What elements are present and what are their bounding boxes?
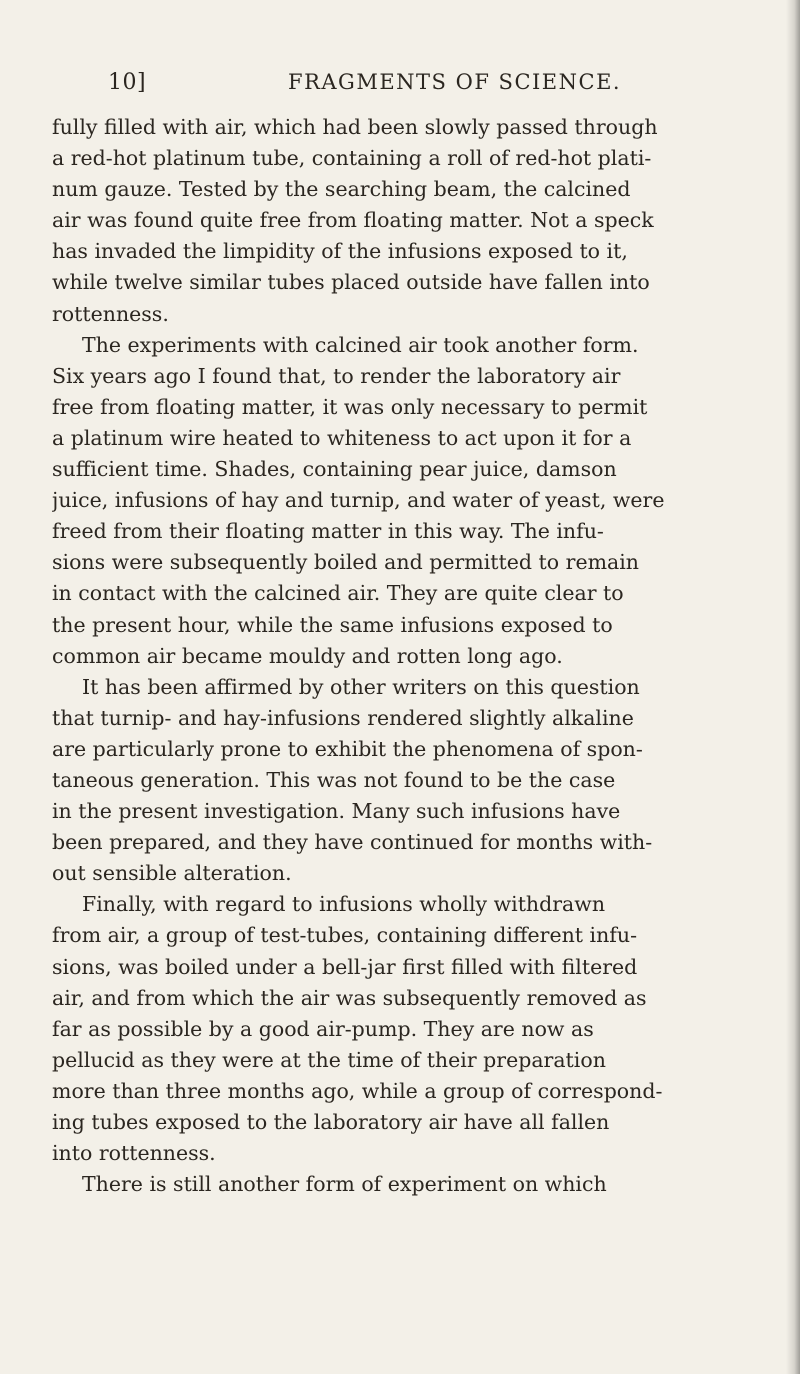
text-line: air, and from which the air was subsequently removed as	[52, 985, 647, 1010]
page-header	[108, 70, 748, 104]
text-line: common air became mouldy and rotten long ago.	[52, 643, 563, 668]
text-line: from air, a group of test-tubes, containing different infu-	[52, 923, 638, 948]
paragraph-start-line: It has been affirmed by other writers on this question	[82, 674, 640, 699]
text-line: sufficient time. Shades, containing pear juice, damson	[52, 457, 617, 482]
text-line: Six years ago I found that, to render the laboratory air	[52, 363, 621, 388]
text-line: juice, infusions of hay and turnip, and water of yeast, were	[52, 488, 665, 513]
text-line: are particularly prone to exhibit the phenomena of spon-	[52, 736, 643, 761]
text-line: more than three months ago, while a group of correspond-	[52, 1078, 663, 1103]
text-line: into rottenness.	[52, 1141, 216, 1166]
text-line: out sensible alteration.	[52, 861, 292, 886]
text-line: far as possible by a good air-pump. They are now as	[52, 1016, 594, 1041]
paragraph-start-line: The experiments with calcined air took another form.	[82, 332, 639, 357]
text-line: has invaded the limpidity of the infusions exposed to it,	[52, 239, 628, 264]
text-line: fully filled with air, which had been slowly passed through	[52, 115, 658, 139]
text-line: while twelve similar tubes placed outside have fallen into	[52, 270, 650, 295]
text-line: in the present investigation. Many such infusions have	[52, 799, 621, 824]
text-line: rottenness.	[52, 301, 169, 326]
paragraph-start-line: There is still another form of experiment on which	[82, 1172, 607, 1197]
text-line: num gauze. Tested by the searching beam, the calcined	[52, 177, 631, 202]
text-line: pellucid as they were at the time of their preparation	[52, 1047, 606, 1072]
text-line: freed from their floating matter in this way. The infu-	[52, 519, 604, 544]
text-line: sions, was boiled under a bell-jar first filled with filtered	[52, 954, 638, 979]
running-title: FRAGMENTS OF SCIENCE.	[288, 70, 622, 94]
paragraph-start-line: Finally, with regard to infusions wholly withdrawn	[82, 892, 606, 917]
text-line: sions were subsequently boiled and permitted to remain	[52, 550, 639, 575]
text-line: in contact with the calcined air. They are quite clear to	[52, 581, 624, 606]
text-line: ing tubes exposed to the laboratory air have all fallen	[52, 1110, 610, 1134]
text-line: a platinum wire heated to whiteness to act upon it for a	[52, 425, 632, 450]
page-number: 10]	[108, 70, 147, 95]
text-line: taneous generation. This was not found to be the case	[52, 767, 616, 792]
text-line: been prepared, and they have continued for months with-	[52, 830, 653, 855]
text-line: that turnip- and hay-infusions rendered slightly alkaline	[52, 705, 634, 730]
text-line: a red-hot platinum tube, containing a roll of red-hot plati-	[52, 146, 652, 171]
text-line: free from floating matter, it was only necessary to permit	[52, 394, 648, 419]
body-text	[52, 112, 782, 1200]
text-line: air was found quite free from floating matter. Not a speck	[52, 208, 654, 233]
text-line: the present hour, while the same infusions exposed to	[52, 612, 613, 637]
